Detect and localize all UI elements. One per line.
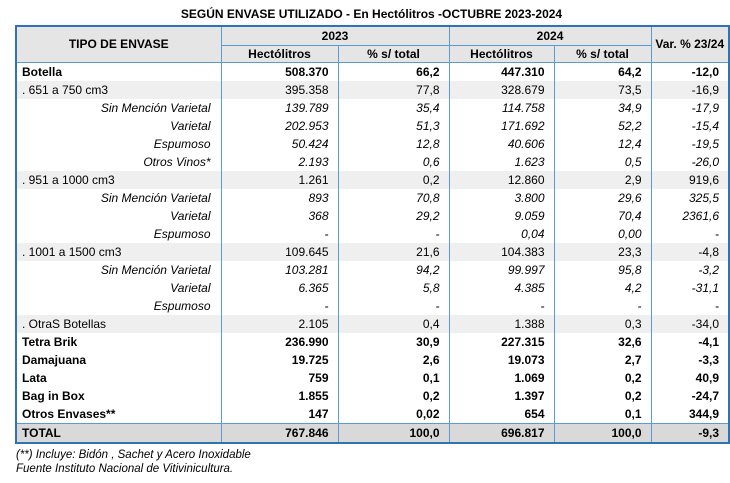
row-value: 696.817 xyxy=(449,423,554,443)
row-value: 328.679 xyxy=(449,81,554,99)
header-hectolitros-2024: Hectólitros xyxy=(449,45,554,62)
row-label: Tetra Brik xyxy=(16,333,221,351)
row-value: 1.388 xyxy=(449,315,554,333)
row-value: 19.073 xyxy=(449,351,554,369)
footnote-includes: (**) Incluye: Bidón , Sachet y Acero Inoxidable xyxy=(16,448,251,461)
row-value: 1.397 xyxy=(449,387,554,405)
row-value: -4,1 xyxy=(651,333,729,351)
row-value: - xyxy=(221,225,338,243)
row-value: -17,9 xyxy=(651,99,729,117)
row-label: TOTAL xyxy=(16,423,221,443)
row-value: 0,6 xyxy=(338,153,449,171)
row-value: 0,4 xyxy=(338,315,449,333)
table-row xyxy=(16,387,729,405)
row-value: 34,9 xyxy=(554,99,651,117)
row-value: 2.193 xyxy=(221,153,338,171)
row-value: 99.997 xyxy=(449,261,554,279)
row-label: . 951 a 1000 cm3 xyxy=(16,171,221,189)
row-value: 95,8 xyxy=(554,261,651,279)
table-row xyxy=(16,261,729,279)
header-var-pct: Var. % 23/24 xyxy=(651,26,729,62)
table-title: SEGÚN ENVASE UTILIZADO - En Hectólitros -OCTUBRE 2023-2024 xyxy=(180,7,563,21)
row-value: 0,1 xyxy=(554,405,651,424)
row-label: Varietal xyxy=(16,117,221,135)
row-value: 2,6 xyxy=(338,351,449,369)
row-value: -3,3 xyxy=(651,351,729,369)
row-value: - xyxy=(338,225,449,243)
row-value: 12.860 xyxy=(449,171,554,189)
row-value: 50.424 xyxy=(221,135,338,153)
row-value: -19,5 xyxy=(651,135,729,153)
table-row xyxy=(16,207,729,225)
row-label: Botella xyxy=(16,62,221,81)
row-value: 52,2 xyxy=(554,117,651,135)
row-value: 1.623 xyxy=(449,153,554,171)
row-value: 147 xyxy=(221,405,338,424)
row-label: Varietal xyxy=(16,207,221,225)
row-label: Espumoso xyxy=(16,297,221,315)
row-value: -24,7 xyxy=(651,387,729,405)
table-row xyxy=(16,153,729,171)
row-value: 29,6 xyxy=(554,189,651,207)
row-value: 0,00 xyxy=(554,225,651,243)
row-value: 171.692 xyxy=(449,117,554,135)
row-value: 12,4 xyxy=(554,135,651,153)
row-value: 73,5 xyxy=(554,81,651,99)
row-value: 2.105 xyxy=(221,315,338,333)
row-value: 29,2 xyxy=(338,207,449,225)
row-value: - xyxy=(651,225,729,243)
row-value: 2,9 xyxy=(554,171,651,189)
row-value: 139.789 xyxy=(221,99,338,117)
row-value: 0,2 xyxy=(338,171,449,189)
row-value: -4,8 xyxy=(651,243,729,261)
row-value: 103.281 xyxy=(221,261,338,279)
row-value: -12,0 xyxy=(651,62,729,81)
row-value: 0,2 xyxy=(554,387,651,405)
table-row xyxy=(16,243,729,261)
row-value: 0,1 xyxy=(338,369,449,387)
table-row xyxy=(16,117,729,135)
row-value: 344,9 xyxy=(651,405,729,424)
table-row xyxy=(16,225,729,243)
row-label: Sin Mención Varietal xyxy=(16,261,221,279)
table-row xyxy=(16,333,729,351)
row-value: 4.385 xyxy=(449,279,554,297)
row-label: Sin Mención Varietal xyxy=(16,189,221,207)
row-value: 70,4 xyxy=(554,207,651,225)
row-value: 236.990 xyxy=(221,333,338,351)
table-row xyxy=(16,405,729,424)
row-value: -34,0 xyxy=(651,315,729,333)
table-row xyxy=(16,423,729,443)
row-value: 21,6 xyxy=(338,243,449,261)
row-value: - xyxy=(338,297,449,315)
row-value: 51,3 xyxy=(338,117,449,135)
row-value: 6.365 xyxy=(221,279,338,297)
row-value: 9.059 xyxy=(449,207,554,225)
row-value: 40,9 xyxy=(651,369,729,387)
row-value: - xyxy=(554,297,651,315)
header-tipo-de-envase: TIPO DE ENVASE xyxy=(16,26,221,62)
row-value: 202.953 xyxy=(221,117,338,135)
row-value: 0,2 xyxy=(554,369,651,387)
row-value: 1.855 xyxy=(221,387,338,405)
table-row xyxy=(16,62,729,81)
row-value: 508.370 xyxy=(221,62,338,81)
row-value: 114.758 xyxy=(449,99,554,117)
row-value: -26,0 xyxy=(651,153,729,171)
row-value: 395.358 xyxy=(221,81,338,99)
header-pct-total-2023: % s/ total xyxy=(338,45,449,62)
row-value: 0,2 xyxy=(338,387,449,405)
row-value: 40.606 xyxy=(449,135,554,153)
row-value: 919,6 xyxy=(651,171,729,189)
row-value: 325,5 xyxy=(651,189,729,207)
row-label: Varietal xyxy=(16,279,221,297)
row-value: 100,0 xyxy=(338,423,449,443)
row-value: 5,8 xyxy=(338,279,449,297)
row-label: . 1001 a 1500 cm3 xyxy=(16,243,221,261)
row-label: Sin Mención Varietal xyxy=(16,99,221,117)
row-label: Bag in Box xyxy=(16,387,221,405)
footnote-source: Fuente Instituto Nacional de Vitivinicultura. xyxy=(16,462,234,475)
row-value: 227.315 xyxy=(449,333,554,351)
row-value: 66,2 xyxy=(338,62,449,81)
row-value: 109.645 xyxy=(221,243,338,261)
row-label: Otros Vinos* xyxy=(16,153,221,171)
row-value: 64,2 xyxy=(554,62,651,81)
row-label: Damajuana xyxy=(16,351,221,369)
footnotes xyxy=(16,448,730,476)
row-value: 77,8 xyxy=(338,81,449,99)
row-value: 0,02 xyxy=(338,405,449,424)
row-label: Espumoso xyxy=(16,135,221,153)
row-value: - xyxy=(449,297,554,315)
table-row xyxy=(16,171,729,189)
row-value: 0,04 xyxy=(449,225,554,243)
row-value: - xyxy=(221,297,338,315)
header-row-years xyxy=(16,26,729,45)
row-value: 3.800 xyxy=(449,189,554,207)
table-row xyxy=(16,315,729,333)
row-value: 0,5 xyxy=(554,153,651,171)
table-row xyxy=(16,297,729,315)
row-value: 100,0 xyxy=(554,423,651,443)
row-value: 35,4 xyxy=(338,99,449,117)
row-value: 19.725 xyxy=(221,351,338,369)
table-row xyxy=(16,369,729,387)
row-value: 447.310 xyxy=(449,62,554,81)
table-row xyxy=(16,81,729,99)
row-value: -16,9 xyxy=(651,81,729,99)
table-row xyxy=(16,189,729,207)
row-value: 30,9 xyxy=(338,333,449,351)
row-value: 759 xyxy=(221,369,338,387)
row-value: 23,3 xyxy=(554,243,651,261)
envase-table xyxy=(15,25,730,444)
row-value: 1.069 xyxy=(449,369,554,387)
header-pct-total-2024: % s/ total xyxy=(554,45,651,62)
row-value: 4,2 xyxy=(554,279,651,297)
row-label: . OtraS Botellas xyxy=(16,315,221,333)
header-year-2023: 2023 xyxy=(221,26,449,45)
row-label: Lata xyxy=(16,369,221,387)
table-row xyxy=(16,99,729,117)
row-value: 104.383 xyxy=(449,243,554,261)
row-value: 12,8 xyxy=(338,135,449,153)
row-value: 70,8 xyxy=(338,189,449,207)
row-value: 2,7 xyxy=(554,351,651,369)
table-header xyxy=(16,26,729,62)
table-body xyxy=(16,62,729,443)
row-value: 0,3 xyxy=(554,315,651,333)
row-value: - xyxy=(651,297,729,315)
row-value: 368 xyxy=(221,207,338,225)
row-value: 94,2 xyxy=(338,261,449,279)
row-value: -9,3 xyxy=(651,423,729,443)
table-row xyxy=(16,351,729,369)
row-value: 2361,6 xyxy=(651,207,729,225)
row-label: . 651 a 750 cm3 xyxy=(16,81,221,99)
row-value: 767.846 xyxy=(221,423,338,443)
table-row xyxy=(16,279,729,297)
row-value: 32,6 xyxy=(554,333,651,351)
row-value: 893 xyxy=(221,189,338,207)
row-label: Otros Envases** xyxy=(16,405,221,424)
header-hectolitros-2023: Hectólitros xyxy=(221,45,338,62)
row-value: -31,1 xyxy=(651,279,729,297)
header-year-2024: 2024 xyxy=(449,26,651,45)
row-value: -3,2 xyxy=(651,261,729,279)
row-value: -15,4 xyxy=(651,117,729,135)
row-value: 1.261 xyxy=(221,171,338,189)
table-row xyxy=(16,135,729,153)
row-label: Espumoso xyxy=(16,225,221,243)
row-value: 654 xyxy=(449,405,554,424)
